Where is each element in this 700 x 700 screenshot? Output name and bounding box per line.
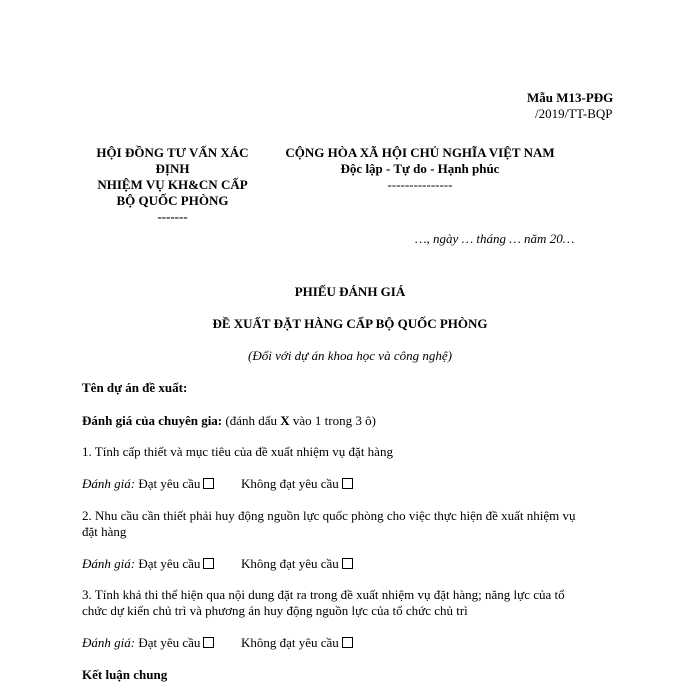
country-name: CỘNG HÒA XÃ HỘI CHỦ NGHĨA VIỆT NAM xyxy=(285,145,555,160)
form-note: (Đối với dự án khoa học và công nghệ) xyxy=(248,348,452,363)
pass-checkbox[interactable] xyxy=(203,637,214,648)
form-subtitle: ĐỀ XUẤT ĐẶT HÀNG CẤP BỘ QUỐC PHÒNG xyxy=(212,316,488,331)
rating-colon: : xyxy=(130,476,136,491)
fail-option-label: Không đạt yêu cầu xyxy=(240,556,339,571)
rating-label: Đánh giá xyxy=(82,556,131,571)
date-line: …, ngày … tháng … năm 20… xyxy=(415,231,575,246)
rating-colon: : xyxy=(130,635,136,650)
rating-colon: : xyxy=(130,556,136,571)
rating-label: Đánh giá xyxy=(82,476,131,491)
criterion-3-rating xyxy=(82,635,353,651)
expert-eval-label: Đánh giá của chuyên gia: xyxy=(82,413,223,428)
fail-option-label: Không đạt yêu cầu xyxy=(240,635,339,650)
fail-option-label: Không đạt yêu cầu xyxy=(240,476,339,491)
fail-checkbox[interactable] xyxy=(342,478,353,489)
criterion-1-text: 1. Tính cấp thiết và mục tiêu của đề xuất nhiệm vụ đặt hàng xyxy=(82,444,393,459)
criterion-2-rating xyxy=(82,556,353,572)
pass-checkbox[interactable] xyxy=(203,478,214,489)
pass-option-label: Đạt yêu cầu xyxy=(138,556,201,571)
council-header xyxy=(80,145,265,225)
fail-checkbox[interactable] xyxy=(342,558,353,569)
form-code-line2: /2019/TT-BQP xyxy=(535,106,613,121)
expert-eval-instruction-x: X xyxy=(280,413,290,428)
form-code-line1: Mẫu M13-PĐG xyxy=(527,90,614,105)
criterion-2-text-line1: 2. Nhu cầu cần thiết phải huy động nguồn lực quốc phòng cho việc thực hiện đề xuất nhiệm vụ xyxy=(82,508,576,523)
expert-eval-instruction-post: vào 1 trong 3 ô) xyxy=(289,413,376,428)
project-name-label: Tên dự án đề xuất: xyxy=(82,380,188,395)
expert-eval-line xyxy=(82,413,376,429)
pass-checkbox[interactable] xyxy=(203,558,214,569)
criterion-1-rating xyxy=(82,476,353,492)
pass-option-label: Đạt yêu cầu xyxy=(138,635,201,650)
rating-label: Đánh giá xyxy=(82,635,131,650)
national-header xyxy=(270,145,570,193)
council-line3: NHIỆM VỤ KH&CN CẤP xyxy=(97,177,248,192)
pass-option-label: Đạt yêu cầu xyxy=(138,476,201,491)
criterion-3-text-line2: chức dự kiến chủ trì và phương án huy động nguồn lực của tổ chức chủ trì xyxy=(82,603,468,618)
expert-eval-instruction-pre: (đánh dấu xyxy=(225,413,281,428)
fail-checkbox[interactable] xyxy=(342,637,353,648)
council-line4: BỘ QUỐC PHÒNG xyxy=(116,193,229,208)
criterion-3-text-line1: 3. Tính khả thi thể hiện qua nội dung đặt ra trong đề xuất nhiệm vụ đặt hàng; năng lực của tổ xyxy=(82,587,565,602)
council-line1: HỘI ĐỒNG TƯ VẤN XÁC xyxy=(96,145,249,160)
conclusion-label: Kết luận chung xyxy=(82,667,168,682)
criterion-2-text-line2: đặt hàng xyxy=(82,524,127,539)
national-motto: Độc lập - Tự do - Hạnh phúc xyxy=(340,161,500,176)
national-divider: --------------- xyxy=(387,177,453,192)
council-line2: ĐỊNH xyxy=(155,161,190,176)
council-divider: ------- xyxy=(157,209,188,224)
form-title: PHIẾU ĐÁNH GIÁ xyxy=(294,284,406,299)
